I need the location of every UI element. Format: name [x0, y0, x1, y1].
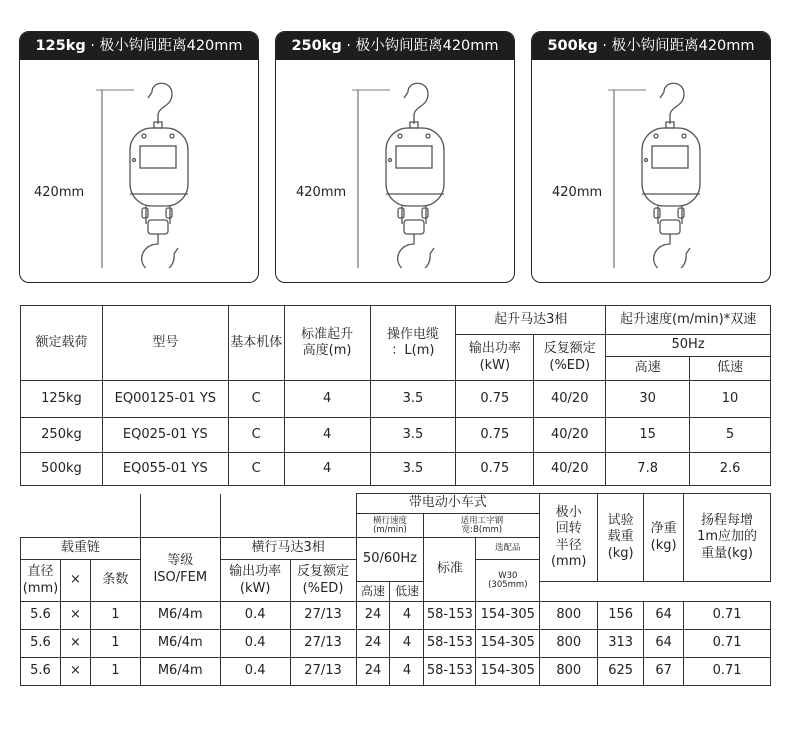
cell: 58-153	[424, 658, 476, 686]
table-row	[21, 630, 771, 658]
cell: 2.6	[690, 453, 771, 486]
cell: EQ00125-01 YS	[102, 381, 228, 418]
cell: M6/4m	[140, 658, 220, 686]
header-test-load: 试验 载重 (kg)	[598, 494, 644, 582]
cell: 4	[284, 453, 370, 486]
cell: 4	[390, 630, 424, 658]
header-duty: 反复额定 (%ED)	[534, 335, 606, 381]
header-grade: 等级 ISO/FEM	[140, 538, 220, 602]
header-power: 输出功率 (kW)	[220, 560, 290, 602]
cell: 7.8	[606, 453, 690, 486]
cell: 24	[356, 602, 390, 630]
cell: 27/13	[290, 658, 356, 686]
cell: C	[228, 453, 284, 486]
card-header	[532, 32, 770, 60]
header-body: 基本机体	[228, 306, 284, 381]
spec-table-trolley	[20, 493, 771, 686]
card-weight: 125kg	[35, 38, 86, 54]
hoist-drawing	[566, 68, 706, 268]
cell: 0.71	[684, 602, 771, 630]
header-standard: 标准	[424, 538, 476, 602]
table-row	[21, 658, 771, 686]
dimension-label: 420mm	[296, 185, 347, 200]
cell: 4	[284, 381, 370, 418]
product-card-500kg	[531, 31, 771, 283]
header-frequency: 50/60Hz	[356, 538, 424, 582]
cell: 10	[690, 381, 771, 418]
header-diameter: 直径 (mm)	[21, 560, 61, 602]
cell: M6/4m	[140, 630, 220, 658]
cell: 64	[644, 630, 684, 658]
header-low-speed: 低速	[390, 582, 424, 602]
cell: EQ055-01 YS	[102, 453, 228, 486]
cell: 1	[90, 602, 140, 630]
table-row	[21, 453, 771, 486]
blank-cell	[140, 494, 220, 538]
cell: 0.4	[220, 602, 290, 630]
spec-table-lift	[20, 305, 771, 486]
header-model: 型号	[102, 306, 228, 381]
cell: 5.6	[21, 602, 61, 630]
cell: 0.71	[684, 658, 771, 686]
header-high-speed: 高速	[606, 357, 690, 381]
cell: 0.4	[220, 658, 290, 686]
table-row	[21, 418, 771, 453]
card-subtitle: · 极小钩间距离420mm	[341, 38, 499, 54]
cell: 800	[540, 602, 598, 630]
header-frequency: 50Hz	[606, 335, 771, 357]
cell: ×	[60, 630, 90, 658]
card-header	[20, 32, 258, 60]
header-cable: 操作电缆 ：L(m)	[370, 306, 456, 381]
header-optional: 选配品	[476, 538, 540, 560]
cell: ×	[60, 658, 90, 686]
cell: 30	[606, 381, 690, 418]
cell: 67	[644, 658, 684, 686]
cell: 5.6	[21, 630, 61, 658]
cell: C	[228, 418, 284, 453]
cell: 154-305	[476, 630, 540, 658]
cell: ×	[60, 602, 90, 630]
cell: C	[228, 381, 284, 418]
hoist-drawing	[310, 68, 450, 268]
cell: 27/13	[290, 630, 356, 658]
cell: 0.75	[456, 418, 534, 453]
cell: 3.5	[370, 381, 456, 418]
cell: 0.75	[456, 453, 534, 486]
hoist-drawing	[54, 68, 194, 268]
header-power: 输出功率 (kW)	[456, 335, 534, 381]
header-lift-height: 标准起升 高度(m)	[284, 306, 370, 381]
cell: 3.5	[370, 418, 456, 453]
cell: 0.75	[456, 381, 534, 418]
cell: 250kg	[21, 418, 103, 453]
cell: 154-305	[476, 602, 540, 630]
header-extra-weight: 扬程每增 1m应加的 重量(kg)	[684, 494, 771, 582]
header-duty: 反复额定 (%ED)	[290, 560, 356, 602]
cell: 0.71	[684, 630, 771, 658]
cell: 40/20	[534, 381, 606, 418]
header-rated-load: 额定载荷	[21, 306, 103, 381]
table-row	[21, 381, 771, 418]
header-lift-speed: 起升速度(m/min)*双速	[606, 306, 771, 335]
blank-corner	[21, 494, 141, 538]
cell: M6/4m	[140, 602, 220, 630]
cell: 125kg	[21, 381, 103, 418]
cell: 58-153	[424, 602, 476, 630]
cell: 625	[598, 658, 644, 686]
cell: 24	[356, 630, 390, 658]
cell: 1	[90, 658, 140, 686]
card-header	[276, 32, 514, 60]
cell: 4	[390, 658, 424, 686]
header-trolley: 带电动小车式	[356, 494, 540, 514]
card-weight: 250kg	[291, 38, 342, 54]
product-card-125kg	[19, 31, 259, 283]
header-min-radius: 极小 回转 半径 (mm)	[540, 494, 598, 582]
header-count: 条数	[90, 560, 140, 602]
table-row	[21, 602, 771, 630]
product-card-250kg	[275, 31, 515, 283]
cell: 800	[540, 630, 598, 658]
cell: 3.5	[370, 453, 456, 486]
cell: 800	[540, 658, 598, 686]
card-subtitle: · 极小钩间距离420mm	[85, 38, 243, 54]
card-weight: 500kg	[547, 38, 598, 54]
cell: 27/13	[290, 602, 356, 630]
cell: EQ025-01 YS	[102, 418, 228, 453]
cell: 5	[690, 418, 771, 453]
cell: 500kg	[21, 453, 103, 486]
header-traverse-motor: 横行马达3相	[220, 538, 356, 560]
header-low-speed: 低速	[690, 357, 771, 381]
cell: 40/20	[534, 418, 606, 453]
cell: 0.4	[220, 630, 290, 658]
header-lift-motor: 起升马达3相	[456, 306, 606, 335]
header-optional-w30: W30 (305mm)	[476, 560, 540, 602]
cell: 4	[390, 602, 424, 630]
cell: 156	[598, 602, 644, 630]
cell: 15	[606, 418, 690, 453]
card-subtitle: · 极小钩间距离420mm	[597, 38, 755, 54]
blank-cell	[220, 494, 356, 538]
cell: 1	[90, 630, 140, 658]
cell: 40/20	[534, 453, 606, 486]
header-load-chain: 载重链	[21, 538, 141, 560]
header-traverse-speed: 横行速度 (m/min)	[356, 514, 424, 538]
dimension-label: 420mm	[34, 185, 85, 200]
cell: 4	[284, 418, 370, 453]
cell: 24	[356, 658, 390, 686]
cell: 154-305	[476, 658, 540, 686]
cell: 5.6	[21, 658, 61, 686]
header-x: ×	[60, 560, 90, 602]
cell: 64	[644, 602, 684, 630]
cell: 58-153	[424, 630, 476, 658]
header-beam-width: 适用工字钢 宽:B(mm)	[424, 514, 540, 538]
cell: 313	[598, 630, 644, 658]
header-high-speed: 高速	[356, 582, 390, 602]
header-net-weight: 净重 (kg)	[644, 494, 684, 582]
dimension-label: 420mm	[552, 185, 603, 200]
